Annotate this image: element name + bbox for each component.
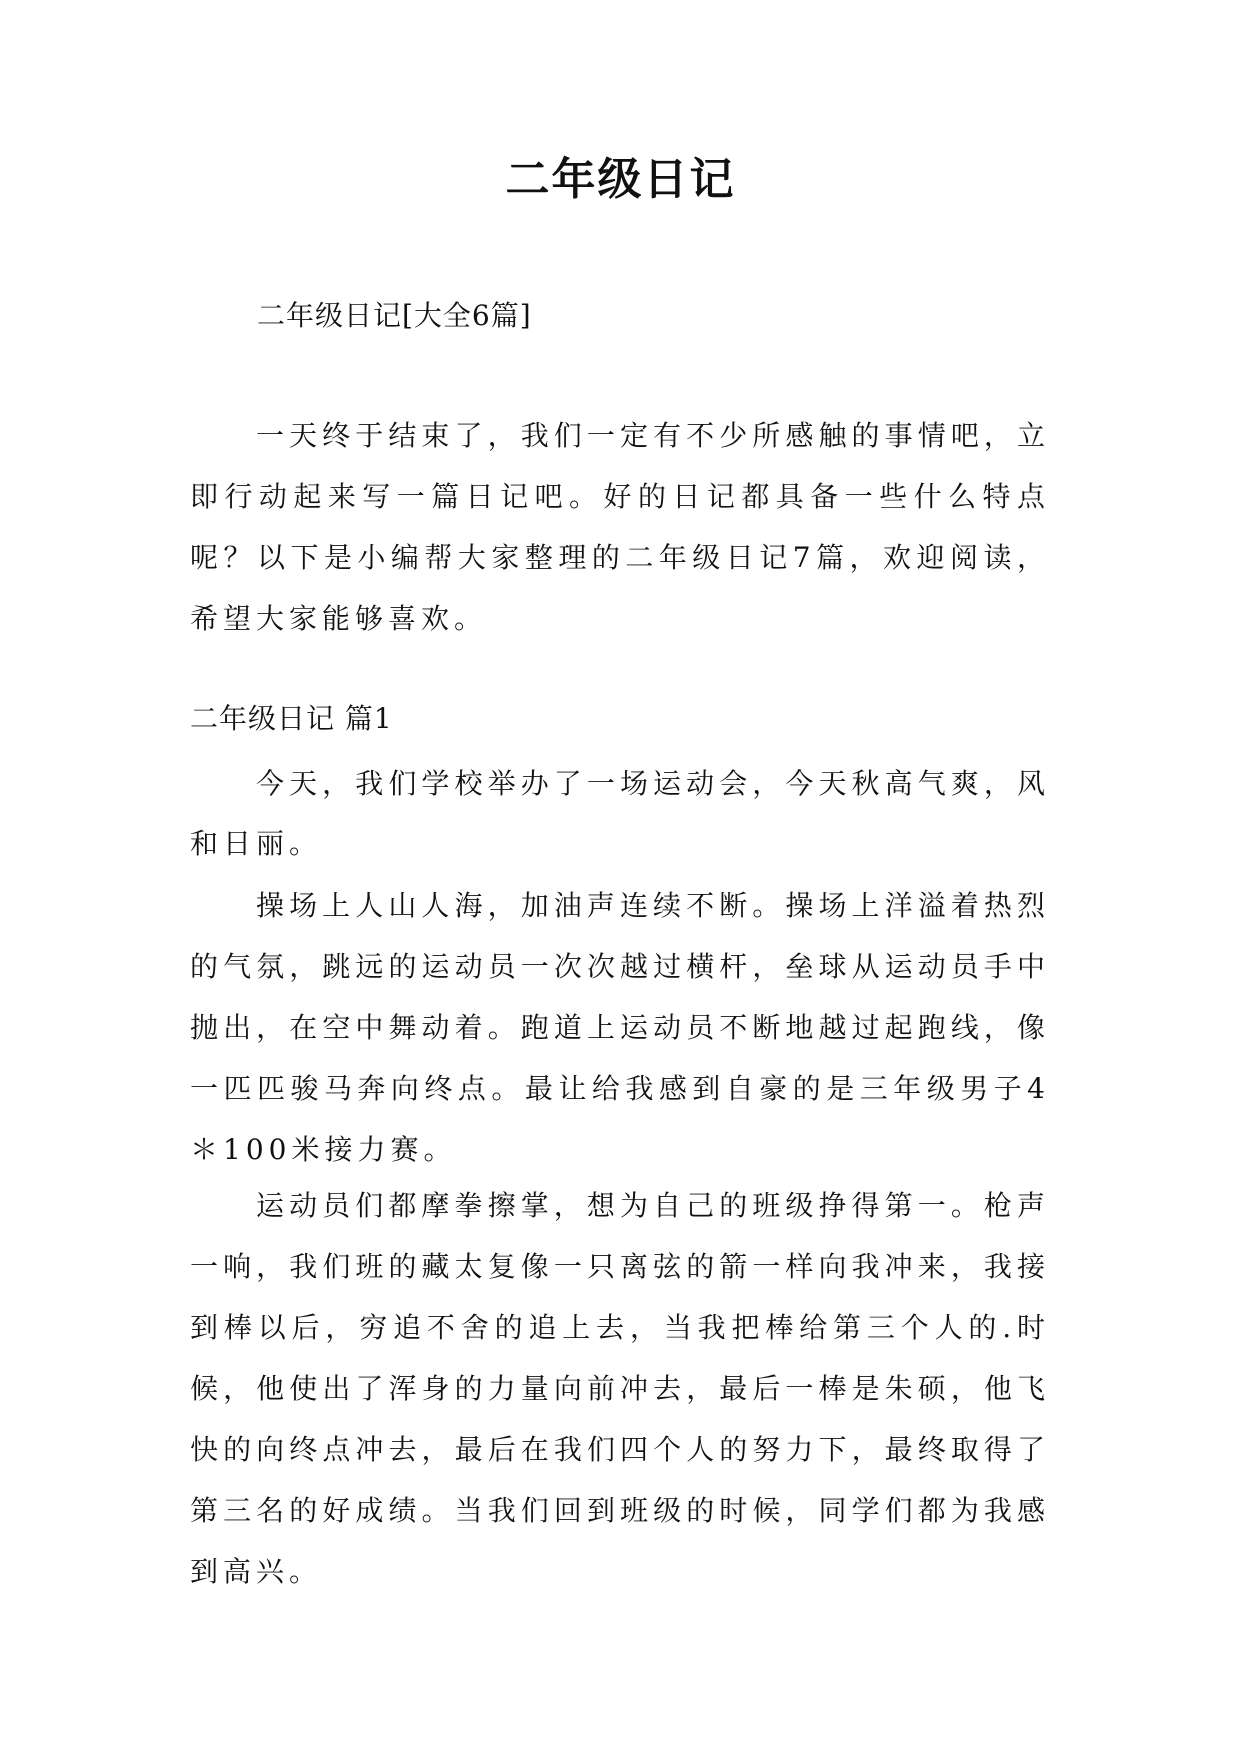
body-paragraph-1: 今天，我们学校举办了一场运动会，今天秋高气爽，风和日丽。 (190, 767, 1050, 860)
body-paragraph-3: 运动员们都摩拳擦掌，想为自己的班级挣得第一。枪声一响，我们班的藏太复像一只离弦的箭一样向我冲来，我接到棒以后，穷追不舍的追上去，当我把棒给第三个人的.时候，他使出了浑身的力量向前冲去，最后一棒是朱硕，他飞快的向终点冲去，最后在我们四个人的努力下，最终取得了第三名的好成绩。当我们回到班级的时候，同学们都为我感到高兴。 (190, 1189, 1050, 1588)
document-title: 二年级日记 (505, 154, 736, 205)
intro-paragraph: 一天终于结束了，我们一定有不少所感触的事情吧，立即行动起来写一篇日记吧。好的日记都具备一些什么特点呢？以下是小编帮大家整理的二年级日记7篇，欢迎阅读，希望大家能够喜欢。 (190, 419, 1050, 635)
section-heading: 二年级日记 篇1 (190, 702, 393, 735)
document-subtitle: 二年级日记[大全6篇] (257, 299, 532, 332)
body-paragraph-2: 操场上人山人海，加油声连续不断。操场上洋溢着热烈的气氛，跳远的运动员一次次越过横杆，垒球从运动员手中抛出，在空中舞动着。跑道上运动员不断地越过起跑线，像一匹匹骏马奔向终点。最让给我感到自豪的是三年级男子4＊100米接力赛。 (190, 889, 1050, 1166)
